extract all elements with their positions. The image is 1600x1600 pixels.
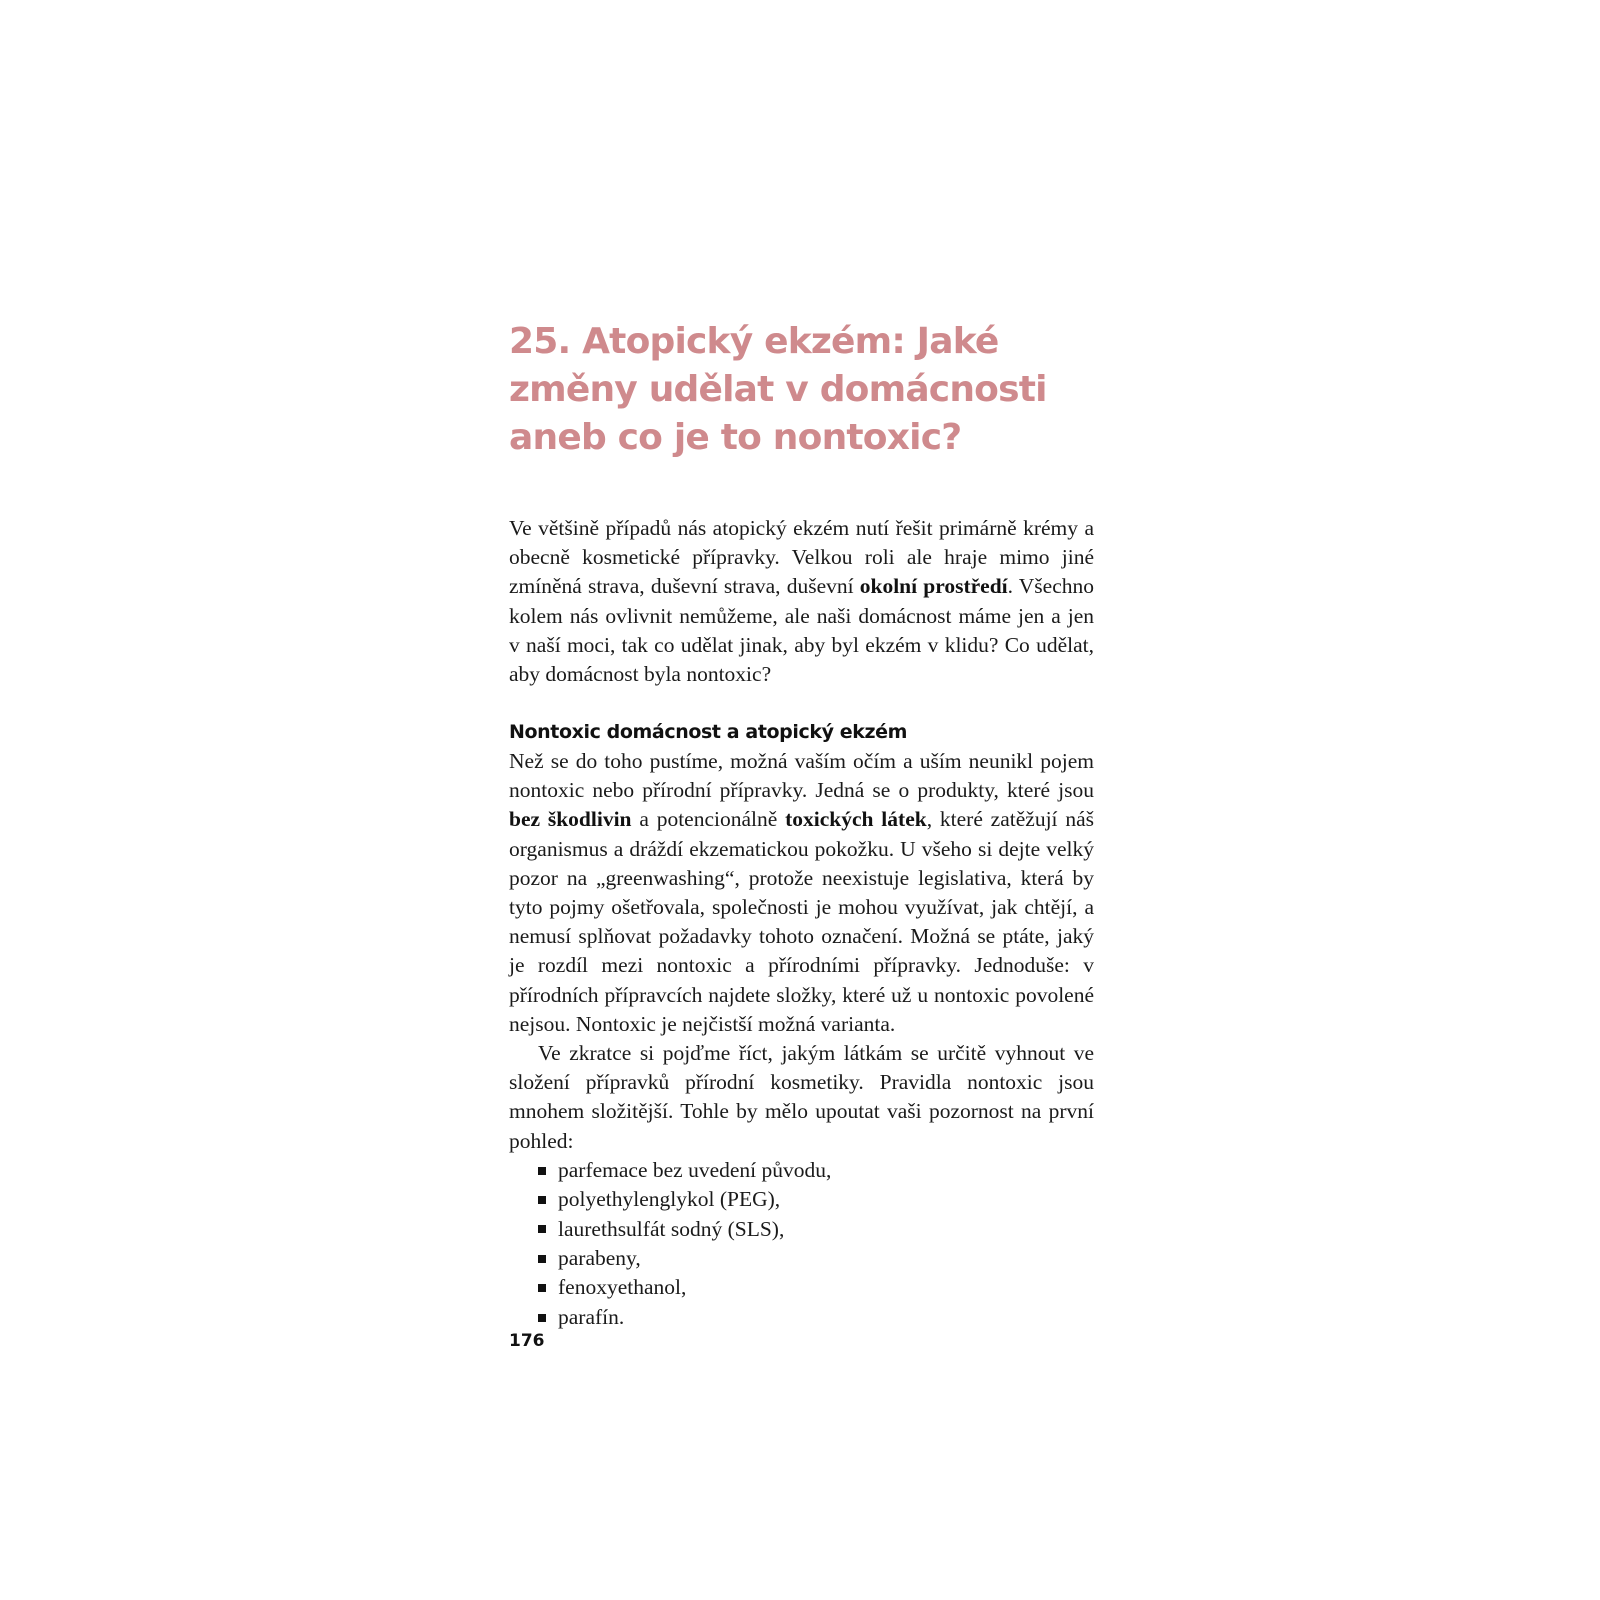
- section-text-3: , které zatěžují náš organismus a dráždí ekzematickou pokožku. U všeho si dejte velký pozor na „greenwashing“, protože neexistuje legislativa, která by tyto pojmy ošetřovala, společnosti je mohou využívat, jak chtějí, a nemusí splňovat požadavky tohoto označení. Možná se ptáte, jaký je rozdíl mezi nontoxic a přírodními přípravky. Jednoduše: v přírodních přípravcích najdete složky, které už u nontoxic povolené nejsou. Nontoxic je nejčistší možná varianta.: [509, 807, 1094, 1036]
- section-paragraph-1: [509, 747, 1094, 1039]
- list-item-text: laurethsulfát sodný (SLS),: [558, 1216, 785, 1241]
- list-item-text: parafín.: [558, 1304, 625, 1329]
- section-paragraph-2: Ve zkratce si pojďme říct, jakým látkám se určitě vyhnout ve složení přípravků přírodní kosmetiky. Pravidla nontoxic jsou mnohem složitější. Tohle by mělo upoutat vaši pozornost na první pohled:: [509, 1041, 1094, 1153]
- list-item: [538, 1215, 1094, 1244]
- bold-bez-skodlivin: bez škodlivin: [509, 807, 632, 832]
- list-item: [538, 1156, 1094, 1185]
- square-bullet-icon: [538, 1255, 546, 1263]
- list-item: [538, 1185, 1094, 1214]
- square-bullet-icon: [538, 1284, 546, 1292]
- section-text-2: a potencionálně: [631, 807, 786, 832]
- list-item-text: polyethylenglykol (PEG),: [558, 1187, 781, 1212]
- intro-text-2: . Všechno kolem nás ovlivnit nemůžeme, ale naši domácnost máme jen a jen v naší moci, tak co udělat jinak, aby byl ekzém v klidu? Co udělat, aby domácnost byla nontoxic?: [509, 574, 1095, 687]
- bold-toxickych-latek: toxických látek: [785, 807, 927, 832]
- intro-text-1: Ve většině případů nás atopický ekzém nutí řešit primárně krémy a obecně kosmetické přípravky. Velkou roli ale hraje mimo jiné zmíněná strava, duševní strava, duševní: [509, 516, 1094, 599]
- square-bullet-icon: [538, 1314, 546, 1322]
- list-item: [538, 1244, 1094, 1273]
- ingredients-list: [509, 1156, 1094, 1332]
- list-item: [538, 1303, 1094, 1332]
- list-item-text: fenoxyethanol,: [558, 1275, 687, 1300]
- section-text-1: Než se do toho pustíme, možná vaším očím a uším neunikl pojem nontoxic nebo přírodní přípravky. Jedná se o produkty, které jsou: [509, 749, 1094, 803]
- section-heading: Nontoxic domácnost a atopický ekzém: [509, 721, 908, 743]
- page-number: 176: [509, 1331, 545, 1351]
- chapter-title: 25. Atopický ekzém: Jaké změny udělat v domácnosti aneb co je to nontoxic?: [509, 321, 1047, 458]
- list-item: [538, 1273, 1094, 1302]
- nontoxic-section: [509, 718, 1094, 1332]
- square-bullet-icon: [538, 1167, 546, 1175]
- list-item-text: parfemace bez uvedení původu,: [558, 1157, 832, 1182]
- square-bullet-icon: [538, 1225, 546, 1233]
- square-bullet-icon: [538, 1196, 546, 1204]
- list-item-text: parabeny,: [558, 1246, 641, 1271]
- intro-bold-environment: okolní prostředí: [859, 574, 1008, 599]
- intro-paragraph: [509, 514, 1094, 689]
